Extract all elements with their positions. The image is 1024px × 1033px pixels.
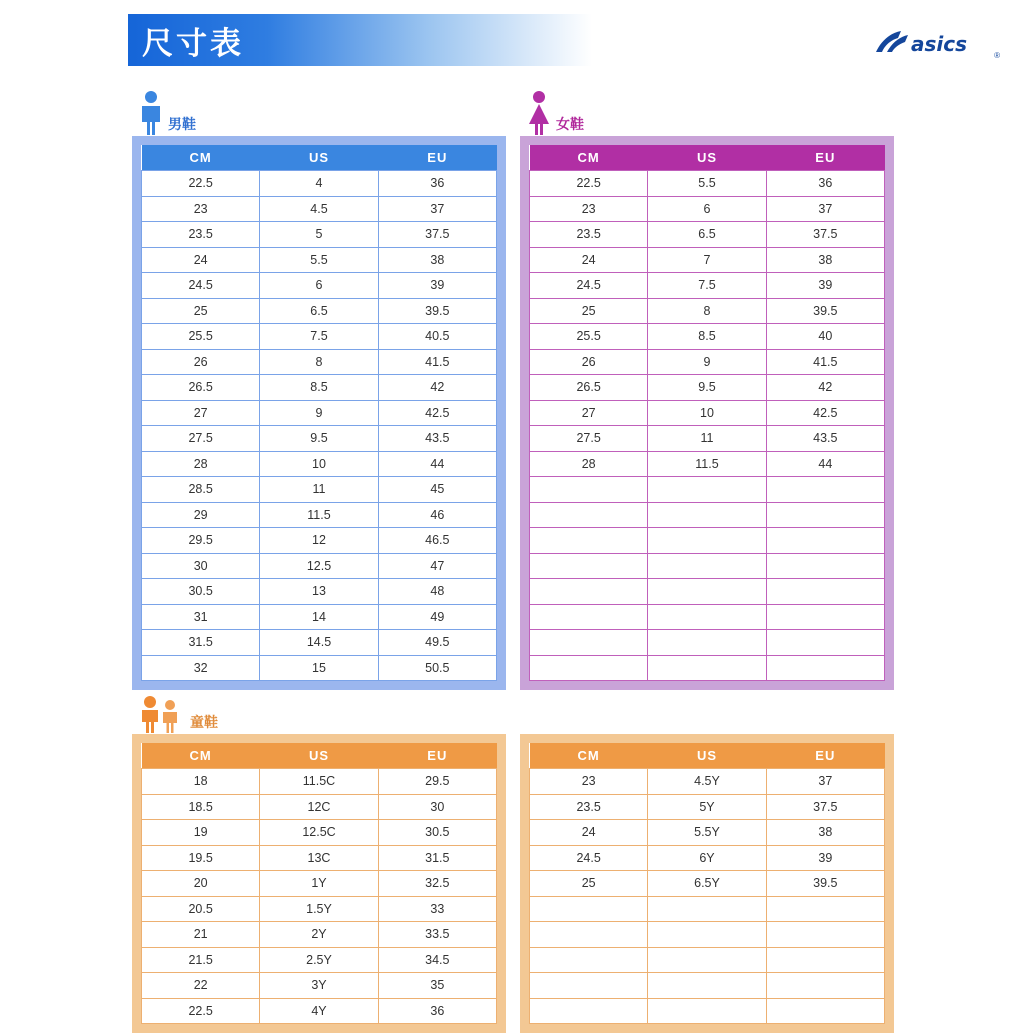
- women-table-row-cell: 26: [530, 349, 648, 375]
- men-table-row: [142, 298, 497, 324]
- women-table-row: [530, 171, 885, 197]
- men-table-row-cell: 46: [378, 502, 496, 528]
- women-table-row-cell: 22.5: [530, 171, 648, 197]
- men-table-row-cell: 11.5: [260, 502, 378, 528]
- kids-left-table-row-cell: 3Y: [260, 973, 378, 999]
- women-table-row-cell: [530, 477, 648, 503]
- men-table-row-cell: 8.5: [260, 375, 378, 401]
- women-table-row-cell: 6.5: [648, 222, 766, 248]
- women-table-row-cell: 44: [766, 451, 884, 477]
- women-table-row-cell: 23.5: [530, 222, 648, 248]
- kids-right-table-row-cell: [766, 998, 884, 1024]
- men-table-row-cell: 8: [260, 349, 378, 375]
- men-table-row-cell: 41.5: [378, 349, 496, 375]
- kids-left-table-row-cell: 20: [142, 871, 260, 897]
- kids-left-table-row-cell: 4Y: [260, 998, 378, 1024]
- men-table-row: [142, 604, 497, 630]
- women-table-row: [530, 451, 885, 477]
- kids-left-table-row-cell: 31.5: [378, 845, 496, 871]
- kids-right-table-row-cell: 24.5: [530, 845, 648, 871]
- women-table-row-cell: [648, 630, 766, 656]
- women-table-row-cell: 23: [530, 196, 648, 222]
- kids-left-table-frame: [132, 734, 506, 1033]
- women-table-row-cell: [530, 553, 648, 579]
- men-table-row-cell: 5.5: [260, 247, 378, 273]
- women-table-row-cell: 6: [648, 196, 766, 222]
- kids-left-table-row: [142, 845, 497, 871]
- kids-left-table-row: [142, 871, 497, 897]
- women-table-row-cell: [648, 655, 766, 681]
- women-table-row-cell: 28: [530, 451, 648, 477]
- women-table-row-cell: 11: [648, 426, 766, 452]
- kids-right-table-row-cell: [648, 896, 766, 922]
- men-table-row: [142, 655, 497, 681]
- women-table-row-cell: 42.5: [766, 400, 884, 426]
- women-table-row-cell: 27: [530, 400, 648, 426]
- kids-left-table-row-cell: 2Y: [260, 922, 378, 948]
- kids-icon-row: [138, 688, 506, 734]
- kids-left-table-row-cell: 22: [142, 973, 260, 999]
- men-table-row-cell: 25.5: [142, 324, 260, 350]
- men-table-row-cell: 29.5: [142, 528, 260, 554]
- women-table-row-cell: [766, 579, 884, 605]
- women-table-row-cell: [648, 477, 766, 503]
- men-table-row-cell: 23.5: [142, 222, 260, 248]
- kids-label: 童鞋: [190, 715, 218, 731]
- women-table-body: [530, 171, 885, 681]
- men-table-row-cell: 24.5: [142, 273, 260, 299]
- asics-logo: [850, 22, 1000, 64]
- women-table-row-cell: 24: [530, 247, 648, 273]
- women-col-cm: CM: [530, 145, 648, 171]
- women-table-row-cell: 36: [766, 171, 884, 197]
- men-table-row-cell: 5: [260, 222, 378, 248]
- women-size-table: [529, 145, 885, 681]
- men-table-head: [142, 145, 497, 171]
- men-table-row: [142, 273, 497, 299]
- women-table-row-cell: [648, 528, 766, 554]
- women-table-row-cell: [530, 630, 648, 656]
- kids-right-table-row-cell: 24: [530, 820, 648, 846]
- kids-right-table-row: [530, 871, 885, 897]
- kids-right-table-row-cell: 6Y: [648, 845, 766, 871]
- women-table-row-cell: 40: [766, 324, 884, 350]
- women-table-row: [530, 400, 885, 426]
- women-table-row-cell: 25.5: [530, 324, 648, 350]
- kids-right-header-row: [530, 743, 885, 769]
- men-table-row-cell: 14.5: [260, 630, 378, 656]
- kids-left-table-row: [142, 998, 497, 1024]
- women-table-row-cell: 38: [766, 247, 884, 273]
- kids-left-table-row-cell: 19.5: [142, 845, 260, 871]
- kids-right-table-row-cell: 5Y: [648, 794, 766, 820]
- men-table-row-cell: 6: [260, 273, 378, 299]
- women-table-row-cell: 5.5: [648, 171, 766, 197]
- kids-left-table-row-cell: 29.5: [378, 769, 496, 795]
- men-table-row-cell: 32: [142, 655, 260, 681]
- women-table-row-cell: 42: [766, 375, 884, 401]
- men-table-row-cell: 9: [260, 400, 378, 426]
- men-table-row-cell: 46.5: [378, 528, 496, 554]
- men-table-row-cell: 42: [378, 375, 496, 401]
- men-table-row-cell: 42.5: [378, 400, 496, 426]
- men-col-eu: EU: [378, 145, 496, 171]
- women-table-row-cell: 26.5: [530, 375, 648, 401]
- kids-right-table-row-cell: [530, 998, 648, 1024]
- kids-right-col-us: US: [648, 743, 766, 769]
- kids-right-table-row-cell: [766, 973, 884, 999]
- kids-left-table-row-cell: 18: [142, 769, 260, 795]
- women-table-row-cell: 9.5: [648, 375, 766, 401]
- women-table-row: [530, 477, 885, 503]
- women-table-row: [530, 655, 885, 681]
- men-table-row-cell: 23: [142, 196, 260, 222]
- kids-left-table-row-cell: 19: [142, 820, 260, 846]
- kids-right-table-row-cell: 5.5Y: [648, 820, 766, 846]
- kids-right-table-row-cell: 25: [530, 871, 648, 897]
- kids-left-table-row-cell: 12.5C: [260, 820, 378, 846]
- kids-left-table-row-cell: 2.5Y: [260, 947, 378, 973]
- women-table-row: [530, 553, 885, 579]
- men-table-row-cell: 39.5: [378, 298, 496, 324]
- women-table-row-cell: [766, 655, 884, 681]
- kids-right-table-row-cell: 38: [766, 820, 884, 846]
- kids-right-table-row-cell: [530, 896, 648, 922]
- men-table-body: [142, 171, 497, 681]
- women-table-row: [530, 426, 885, 452]
- kids-right-table-row: [530, 769, 885, 795]
- women-table-row: [530, 502, 885, 528]
- kids-right-table-row-cell: 23.5: [530, 794, 648, 820]
- men-table-row-cell: 6.5: [260, 298, 378, 324]
- kids-right-table-row-cell: [648, 947, 766, 973]
- women-table-row-cell: [648, 502, 766, 528]
- men-table-row-cell: 49.5: [378, 630, 496, 656]
- kids-left-table-row-cell: 21.5: [142, 947, 260, 973]
- kids-left-table-row-cell: 20.5: [142, 896, 260, 922]
- kids-right-table-body: [530, 769, 885, 1024]
- men-table-row-cell: 12: [260, 528, 378, 554]
- section-kids-left: [132, 688, 506, 1033]
- women-table-row: [530, 298, 885, 324]
- men-col-us: US: [260, 145, 378, 171]
- kids-left-size-table: [141, 743, 497, 1024]
- men-table-row-cell: 26: [142, 349, 260, 375]
- kids-right-table-row-cell: 23: [530, 769, 648, 795]
- women-table-row-cell: 43.5: [766, 426, 884, 452]
- kids-right-table-row-cell: [766, 922, 884, 948]
- women-table-row-cell: 11.5: [648, 451, 766, 477]
- kids-right-table-row-cell: [530, 973, 648, 999]
- men-table-row-cell: 7.5: [260, 324, 378, 350]
- women-table-row-cell: 37: [766, 196, 884, 222]
- women-table-head: [530, 145, 885, 171]
- women-table-row-cell: 9: [648, 349, 766, 375]
- men-table-row-cell: 36: [378, 171, 496, 197]
- kids-left-col-us: US: [260, 743, 378, 769]
- kids-left-table-row: [142, 896, 497, 922]
- men-table-row-cell: 31.5: [142, 630, 260, 656]
- section-men: [132, 90, 506, 690]
- kids-left-table-head: [142, 743, 497, 769]
- women-table-row: [530, 579, 885, 605]
- svg-text:asics: asics: [911, 32, 968, 56]
- women-table-row: [530, 273, 885, 299]
- men-table-row-cell: 43.5: [378, 426, 496, 452]
- kids-left-table-row: [142, 922, 497, 948]
- kids-left-table-row-cell: 32.5: [378, 871, 496, 897]
- men-table-row-cell: 25: [142, 298, 260, 324]
- men-table-row-cell: 30: [142, 553, 260, 579]
- kids-left-table-row-cell: 33: [378, 896, 496, 922]
- kids-left-table-row-cell: 1.5Y: [260, 896, 378, 922]
- kids-left-table-row-cell: 33.5: [378, 922, 496, 948]
- men-table-row: [142, 349, 497, 375]
- women-table-row-cell: 27.5: [530, 426, 648, 452]
- women-label: 女鞋: [556, 117, 584, 133]
- women-col-us: US: [648, 145, 766, 171]
- men-table-row-cell: 4.5: [260, 196, 378, 222]
- women-table-frame: [520, 136, 894, 690]
- kids-left-table-row-cell: 13C: [260, 845, 378, 871]
- women-table-row-cell: [648, 579, 766, 605]
- men-header-row: [142, 145, 497, 171]
- women-table-row-cell: [648, 604, 766, 630]
- women-table-row-cell: [766, 528, 884, 554]
- kids-left-table-body: [142, 769, 497, 1024]
- kids-left-table-row-cell: 11.5C: [260, 769, 378, 795]
- men-col-cm: CM: [142, 145, 260, 171]
- women-table-row-cell: [766, 477, 884, 503]
- men-table-row-cell: 26.5: [142, 375, 260, 401]
- kids-right-table-row: [530, 947, 885, 973]
- men-table-row-cell: 31: [142, 604, 260, 630]
- man-icon: [138, 90, 164, 136]
- men-table-row-cell: 39: [378, 273, 496, 299]
- men-table-row-cell: 10: [260, 451, 378, 477]
- page-title: 尺寸表: [142, 25, 244, 62]
- women-table-row-cell: [766, 604, 884, 630]
- kids-icon: [138, 694, 186, 734]
- women-table-row-cell: [530, 528, 648, 554]
- women-table-row-cell: [530, 502, 648, 528]
- men-table-row-cell: 11: [260, 477, 378, 503]
- men-table-row: [142, 528, 497, 554]
- kids-left-table-row-cell: 1Y: [260, 871, 378, 897]
- kids-right-table-row-cell: 4.5Y: [648, 769, 766, 795]
- women-icon-row: [526, 90, 894, 136]
- women-table-row-cell: [766, 553, 884, 579]
- women-table-row: [530, 196, 885, 222]
- women-table-row: [530, 528, 885, 554]
- men-table-row-cell: 28.5: [142, 477, 260, 503]
- kids-right-table-row-cell: 39: [766, 845, 884, 871]
- women-table-row: [530, 222, 885, 248]
- men-table-row: [142, 375, 497, 401]
- kids-left-table-row-cell: 12C: [260, 794, 378, 820]
- kids-left-col-cm: CM: [142, 743, 260, 769]
- kids-right-table-row-cell: [766, 947, 884, 973]
- kids-left-table-row: [142, 794, 497, 820]
- men-table-row-cell: 38: [378, 247, 496, 273]
- women-table-row-cell: 25: [530, 298, 648, 324]
- kids-left-table-row-cell: 21: [142, 922, 260, 948]
- men-table-row-cell: 37.5: [378, 222, 496, 248]
- women-table-row: [530, 630, 885, 656]
- men-table-row-cell: 15: [260, 655, 378, 681]
- section-kids-right: [520, 734, 894, 1033]
- men-table-row-cell: 30.5: [142, 579, 260, 605]
- men-table-row: [142, 477, 497, 503]
- women-table-row-cell: 39: [766, 273, 884, 299]
- men-table-row-cell: 9.5: [260, 426, 378, 452]
- kids-right-table-row-cell: [648, 922, 766, 948]
- section-women: [520, 90, 894, 690]
- women-table-row: [530, 375, 885, 401]
- men-table-frame: [132, 136, 506, 690]
- kids-right-col-cm: CM: [530, 743, 648, 769]
- men-table-row-cell: 44: [378, 451, 496, 477]
- page-header-banner: [128, 14, 592, 66]
- kids-left-table-row: [142, 947, 497, 973]
- men-table-row: [142, 553, 497, 579]
- men-table-row-cell: 28: [142, 451, 260, 477]
- kids-left-table-row: [142, 973, 497, 999]
- men-table-row-cell: 12.5: [260, 553, 378, 579]
- men-label: 男鞋: [168, 117, 196, 133]
- men-table-row-cell: 22.5: [142, 171, 260, 197]
- women-table-row-cell: [530, 655, 648, 681]
- kids-right-table-row: [530, 998, 885, 1024]
- women-table-row-cell: 7: [648, 247, 766, 273]
- kids-left-table-row-cell: 36: [378, 998, 496, 1024]
- men-table-row: [142, 171, 497, 197]
- women-table-row-cell: [530, 604, 648, 630]
- kids-right-table-row: [530, 922, 885, 948]
- kids-right-table-row-cell: [530, 947, 648, 973]
- kids-left-table-row-cell: 18.5: [142, 794, 260, 820]
- kids-left-table-row-cell: 30.5: [378, 820, 496, 846]
- women-table-row-cell: [766, 502, 884, 528]
- kids-right-table-row: [530, 845, 885, 871]
- women-table-row: [530, 604, 885, 630]
- men-table-row-cell: 14: [260, 604, 378, 630]
- men-table-row-cell: 13: [260, 579, 378, 605]
- women-header-row: [530, 145, 885, 171]
- kids-right-table-row-cell: [530, 922, 648, 948]
- kids-left-table-row-cell: 22.5: [142, 998, 260, 1024]
- kids-right-table-row-cell: [648, 973, 766, 999]
- kids-left-table-row-cell: 35: [378, 973, 496, 999]
- men-table-row-cell: 24: [142, 247, 260, 273]
- kids-left-table-row: [142, 769, 497, 795]
- men-table-row: [142, 630, 497, 656]
- women-table-row-cell: 24.5: [530, 273, 648, 299]
- men-table-row-cell: 4: [260, 171, 378, 197]
- kids-right-table-row-cell: [648, 998, 766, 1024]
- kids-right-col-eu: EU: [766, 743, 884, 769]
- registered-mark: ®: [994, 51, 1000, 60]
- women-table-row-cell: 37.5: [766, 222, 884, 248]
- men-table-row: [142, 247, 497, 273]
- kids-left-table-row-cell: 30: [378, 794, 496, 820]
- women-table-row: [530, 247, 885, 273]
- asics-logo-mark: [872, 26, 992, 60]
- kids-left-table-row: [142, 820, 497, 846]
- kids-right-table-head: [530, 743, 885, 769]
- women-table-row-cell: 41.5: [766, 349, 884, 375]
- men-table-row: [142, 451, 497, 477]
- men-table-row-cell: 50.5: [378, 655, 496, 681]
- men-table-row: [142, 196, 497, 222]
- kids-right-table-row: [530, 794, 885, 820]
- men-icon-row: [138, 90, 506, 136]
- women-table-row-cell: [648, 553, 766, 579]
- men-table-row-cell: 48: [378, 579, 496, 605]
- kids-left-header-row: [142, 743, 497, 769]
- men-size-table: [141, 145, 497, 681]
- kids-right-table-row-cell: 37.5: [766, 794, 884, 820]
- women-table-row-cell: 39.5: [766, 298, 884, 324]
- kids-left-table-row-cell: 34.5: [378, 947, 496, 973]
- women-table-row-cell: [766, 630, 884, 656]
- men-table-row: [142, 579, 497, 605]
- kids-right-table-row-cell: 39.5: [766, 871, 884, 897]
- kids-right-table-row-cell: 37: [766, 769, 884, 795]
- kids-right-size-table: [529, 743, 885, 1024]
- men-table-row-cell: 45: [378, 477, 496, 503]
- kids-right-table-frame: [520, 734, 894, 1033]
- woman-icon: [526, 90, 552, 136]
- kids-left-col-eu: EU: [378, 743, 496, 769]
- men-table-row-cell: 27: [142, 400, 260, 426]
- men-table-row: [142, 324, 497, 350]
- men-table-row-cell: 49: [378, 604, 496, 630]
- kids-right-table-row-cell: [766, 896, 884, 922]
- men-table-row-cell: 40.5: [378, 324, 496, 350]
- kids-right-table-row: [530, 896, 885, 922]
- kids-right-table-row: [530, 973, 885, 999]
- women-table-row: [530, 324, 885, 350]
- men-table-row-cell: 37: [378, 196, 496, 222]
- men-table-row-cell: 29: [142, 502, 260, 528]
- men-table-row: [142, 426, 497, 452]
- kids-right-table-row-cell: 6.5Y: [648, 871, 766, 897]
- women-table-row-cell: 7.5: [648, 273, 766, 299]
- men-table-row: [142, 400, 497, 426]
- women-table-row-cell: [530, 579, 648, 605]
- women-table-row-cell: 8: [648, 298, 766, 324]
- women-table-row-cell: 8.5: [648, 324, 766, 350]
- men-table-row: [142, 502, 497, 528]
- women-col-eu: EU: [766, 145, 884, 171]
- women-table-row: [530, 349, 885, 375]
- men-table-row-cell: 47: [378, 553, 496, 579]
- women-table-row-cell: 10: [648, 400, 766, 426]
- men-table-row: [142, 222, 497, 248]
- men-table-row-cell: 27.5: [142, 426, 260, 452]
- kids-right-table-row: [530, 820, 885, 846]
